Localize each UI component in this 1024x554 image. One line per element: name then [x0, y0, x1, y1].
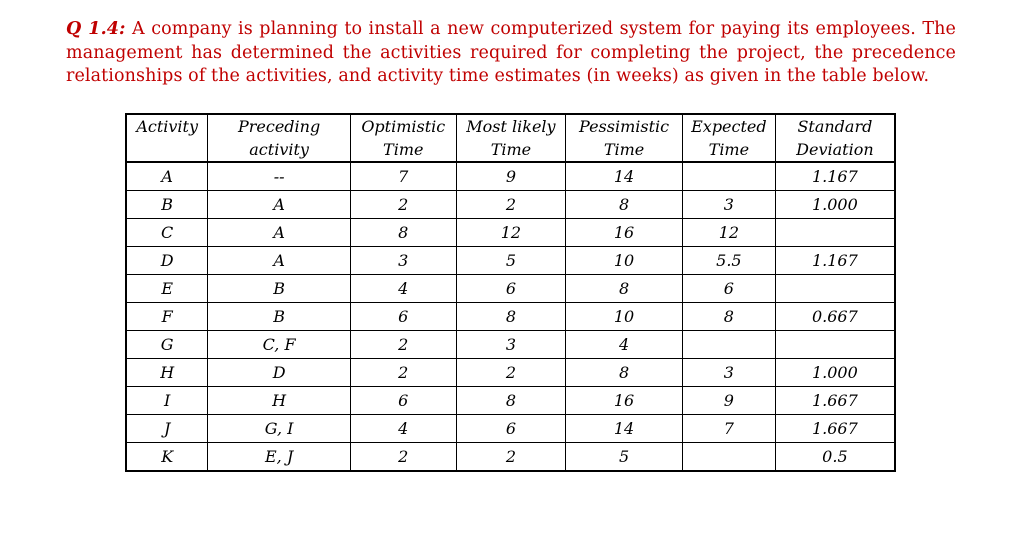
- cell-std-dev: 1.167: [775, 247, 895, 275]
- cell-expected: 7: [682, 415, 775, 443]
- cell-pessimistic: 16: [566, 387, 683, 415]
- cell-most-likely: 2: [456, 191, 565, 219]
- cell-most-likely: 8: [456, 387, 565, 415]
- question-text: A company is planning to install a new computerized system for paying its employees. The management has determined the activities required for completing the project, the precedence relationships of the activities, and activity time estimates (in weeks) as given in the table below.: [66, 19, 956, 86]
- cell-preceding: E, J: [208, 443, 351, 472]
- table-row: [126, 162, 895, 191]
- cell-most-likely: 3: [456, 331, 565, 359]
- cell-std-dev: 1.000: [775, 359, 895, 387]
- cell-activity: C: [126, 219, 208, 247]
- cell-pessimistic: 5: [566, 443, 683, 472]
- cell-preceding: A: [208, 191, 351, 219]
- table-row: [126, 219, 895, 247]
- table-header-row: [126, 114, 895, 162]
- cell-optimistic: 3: [350, 247, 456, 275]
- cell-expected: 9: [682, 387, 775, 415]
- cell-pessimistic: 8: [566, 191, 683, 219]
- cell-expected: 3: [682, 359, 775, 387]
- header-preceding-activity: Preceding activity: [208, 114, 351, 162]
- cell-std-dev: 0.5: [775, 443, 895, 472]
- cell-activity: H: [126, 359, 208, 387]
- cell-expected: [682, 443, 775, 472]
- cell-most-likely: 9: [456, 162, 565, 191]
- cell-std-dev: 1.667: [775, 387, 895, 415]
- cell-optimistic: 8: [350, 219, 456, 247]
- header-expected-time: Expected Time: [682, 114, 775, 162]
- cell-activity: D: [126, 247, 208, 275]
- cell-pessimistic: 14: [566, 415, 683, 443]
- question-paragraph: [66, 18, 956, 89]
- cell-preceding: A: [208, 247, 351, 275]
- cell-pessimistic: 10: [566, 303, 683, 331]
- cell-preceding: B: [208, 303, 351, 331]
- table-row: [126, 331, 895, 359]
- cell-activity: I: [126, 387, 208, 415]
- cell-preceding: G, I: [208, 415, 351, 443]
- cell-pessimistic: 4: [566, 331, 683, 359]
- cell-optimistic: 6: [350, 387, 456, 415]
- cell-most-likely: 2: [456, 359, 565, 387]
- cell-optimistic: 2: [350, 191, 456, 219]
- cell-pessimistic: 8: [566, 359, 683, 387]
- cell-pessimistic: 10: [566, 247, 683, 275]
- cell-std-dev: 1.000: [775, 191, 895, 219]
- cell-activity: G: [126, 331, 208, 359]
- cell-activity: K: [126, 443, 208, 472]
- cell-std-dev: [775, 275, 895, 303]
- header-most-likely-time: Most likely Time: [456, 114, 565, 162]
- cell-std-dev: 0.667: [775, 303, 895, 331]
- table-row: [126, 247, 895, 275]
- table-row: [126, 359, 895, 387]
- cell-optimistic: 4: [350, 275, 456, 303]
- cell-expected: 3: [682, 191, 775, 219]
- cell-optimistic: 6: [350, 303, 456, 331]
- cell-expected: [682, 331, 775, 359]
- header-pessimistic-time: Pessimistic Time: [566, 114, 683, 162]
- table-row: [126, 275, 895, 303]
- cell-expected: 12: [682, 219, 775, 247]
- cell-activity: J: [126, 415, 208, 443]
- cell-optimistic: 2: [350, 331, 456, 359]
- table-body: [126, 162, 895, 471]
- cell-activity: F: [126, 303, 208, 331]
- cell-pessimistic: 14: [566, 162, 683, 191]
- cell-std-dev: [775, 219, 895, 247]
- cell-preceding: D: [208, 359, 351, 387]
- cell-expected: 8: [682, 303, 775, 331]
- cell-optimistic: 7: [350, 162, 456, 191]
- cell-preceding: --: [208, 162, 351, 191]
- header-standard-deviation: Standard Deviation: [775, 114, 895, 162]
- cell-most-likely: 6: [456, 275, 565, 303]
- cell-preceding: C, F: [208, 331, 351, 359]
- activity-table: [125, 113, 896, 472]
- table-row: [126, 387, 895, 415]
- cell-optimistic: 2: [350, 359, 456, 387]
- cell-std-dev: 1.667: [775, 415, 895, 443]
- cell-std-dev: 1.167: [775, 162, 895, 191]
- cell-optimistic: 4: [350, 415, 456, 443]
- cell-expected: [682, 162, 775, 191]
- table-row: [126, 443, 895, 472]
- cell-pessimistic: 8: [566, 275, 683, 303]
- cell-preceding: B: [208, 275, 351, 303]
- table-row: [126, 415, 895, 443]
- header-optimistic-time: Optimistic Time: [350, 114, 456, 162]
- cell-activity: E: [126, 275, 208, 303]
- cell-preceding: H: [208, 387, 351, 415]
- question-number: Q 1.4:: [66, 19, 126, 39]
- table-row: [126, 191, 895, 219]
- cell-pessimistic: 16: [566, 219, 683, 247]
- cell-preceding: A: [208, 219, 351, 247]
- cell-activity: A: [126, 162, 208, 191]
- cell-expected: 6: [682, 275, 775, 303]
- cell-std-dev: [775, 331, 895, 359]
- cell-activity: B: [126, 191, 208, 219]
- cell-optimistic: 2: [350, 443, 456, 472]
- cell-most-likely: 8: [456, 303, 565, 331]
- cell-most-likely: 5: [456, 247, 565, 275]
- cell-most-likely: 2: [456, 443, 565, 472]
- cell-expected: 5.5: [682, 247, 775, 275]
- header-activity: Activity: [126, 114, 208, 162]
- table-row: [126, 303, 895, 331]
- cell-most-likely: 6: [456, 415, 565, 443]
- cell-most-likely: 12: [456, 219, 565, 247]
